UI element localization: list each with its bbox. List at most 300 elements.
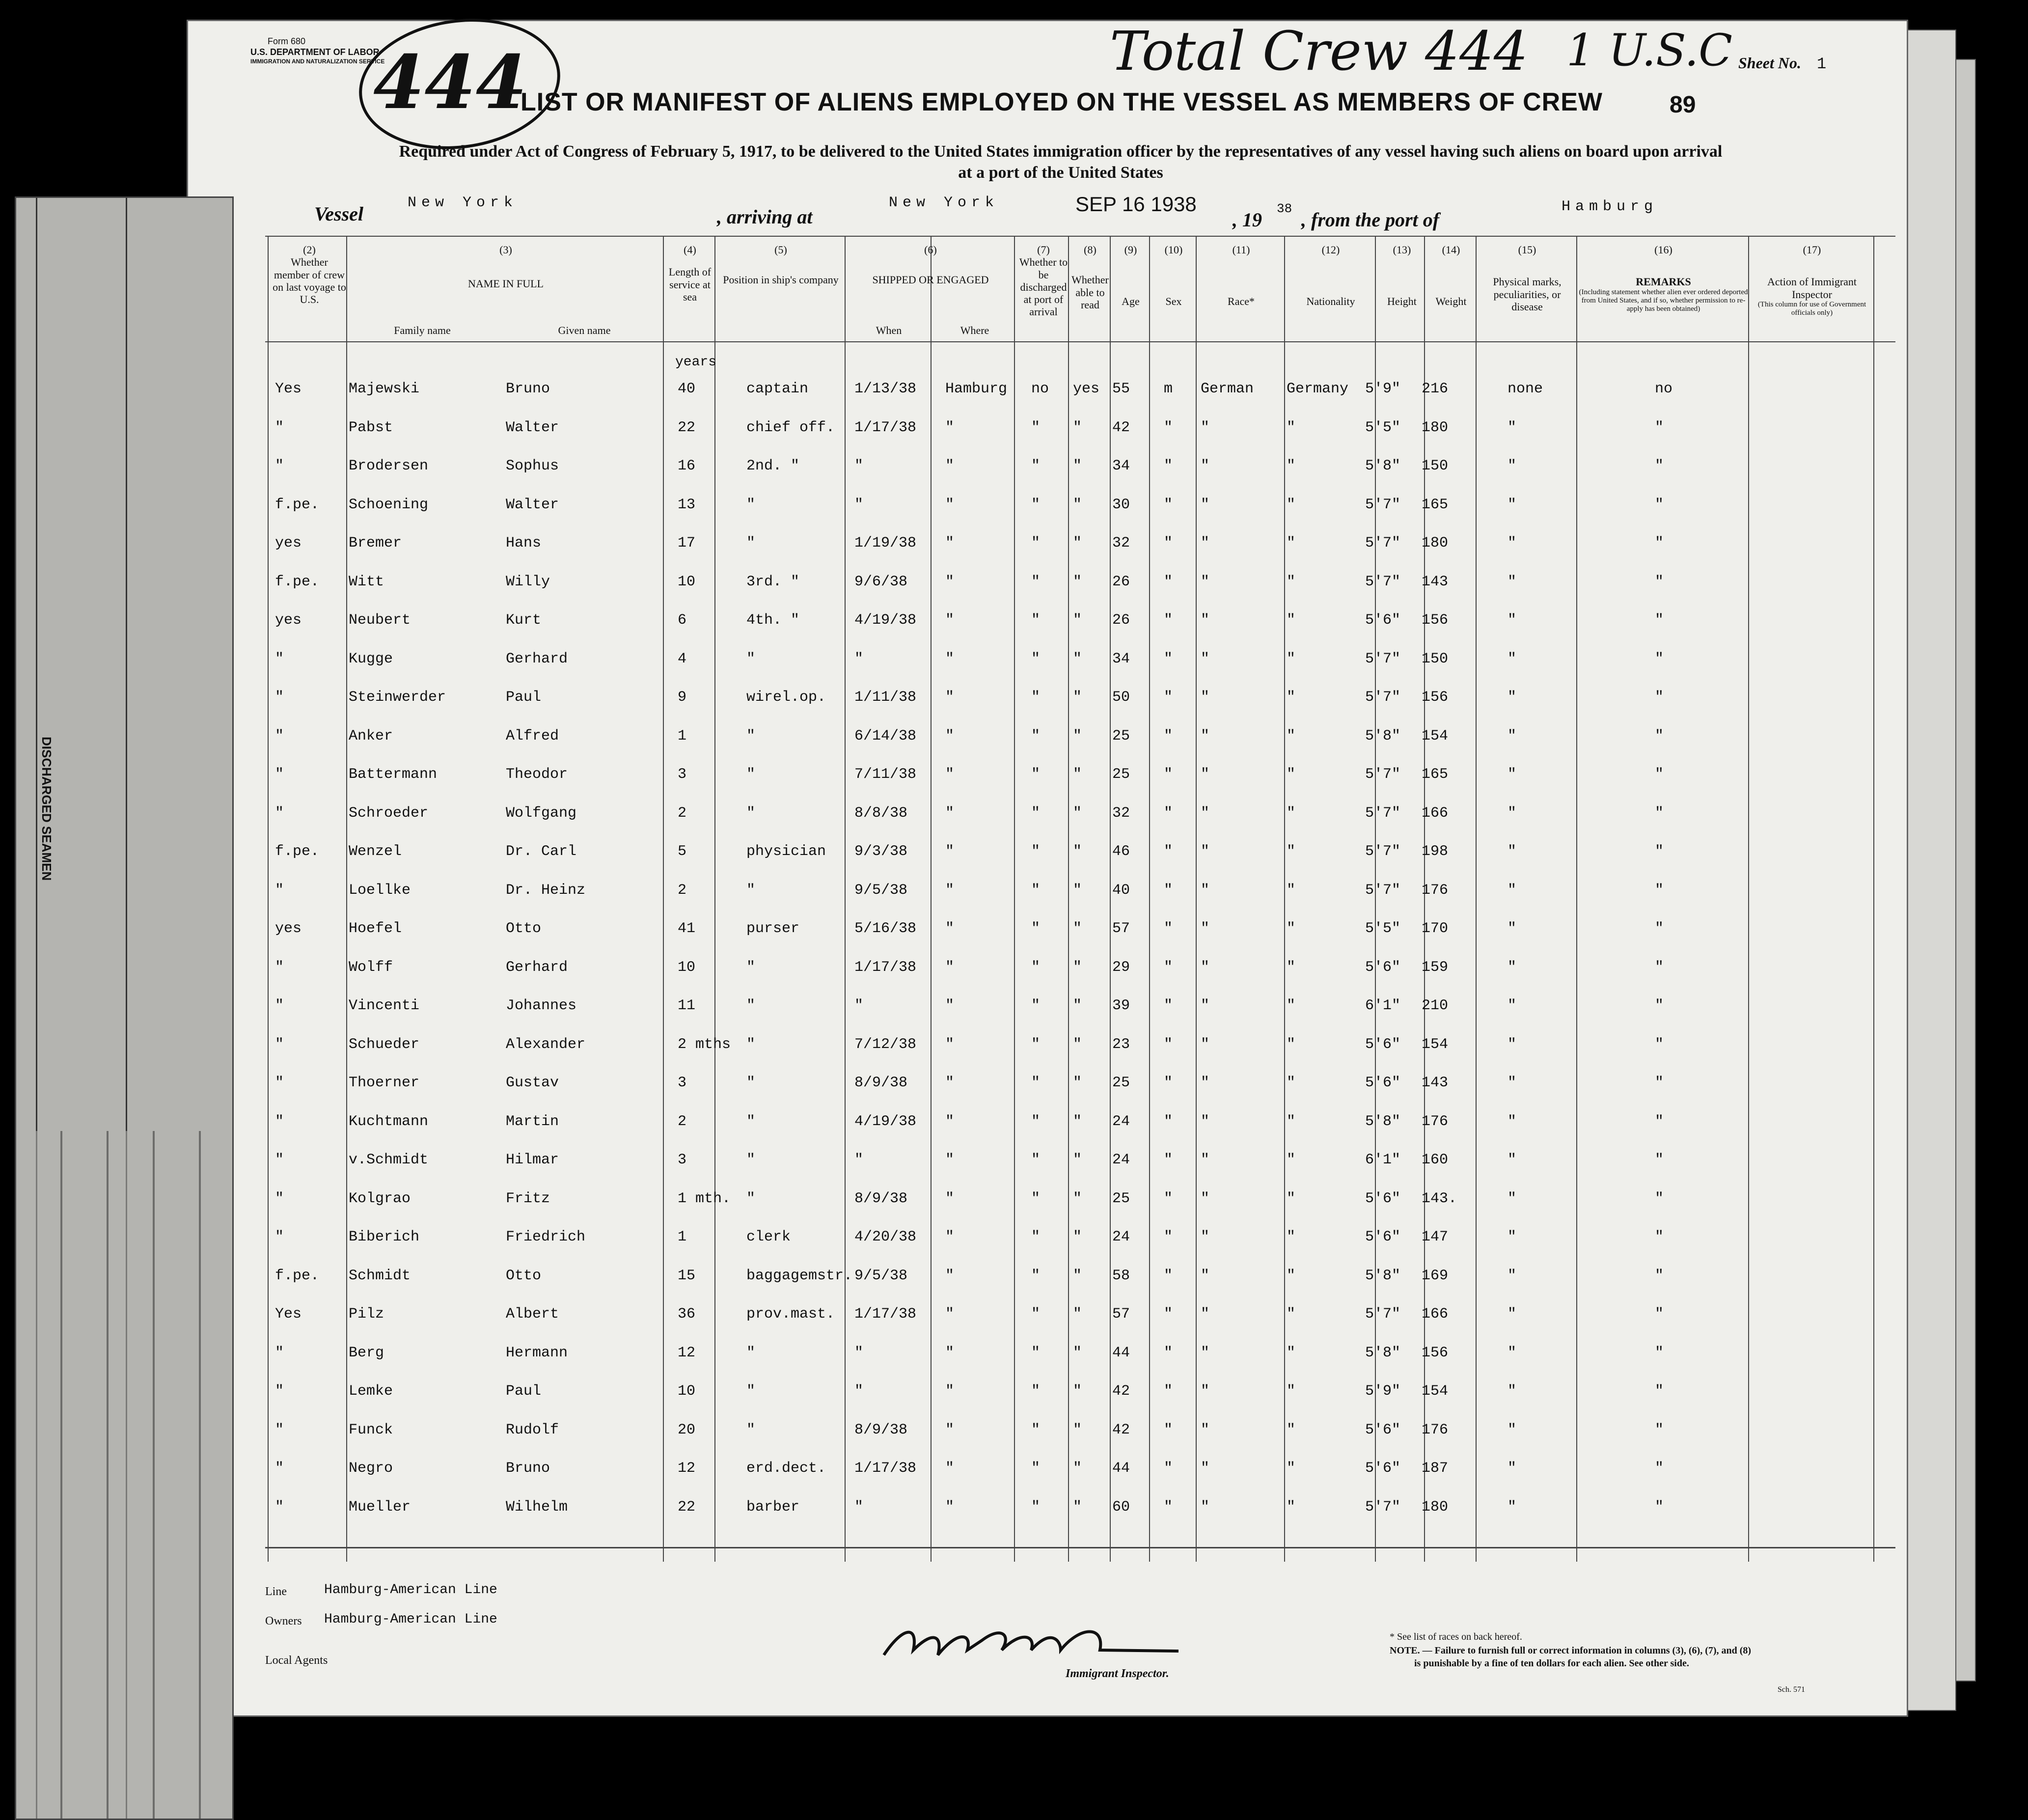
cell-shipped-when: 4/20/38 <box>854 1229 917 1245</box>
cell-shipped-where: " <box>945 727 955 745</box>
cell-given-name: Friedrich <box>506 1229 586 1245</box>
cell-given-name: Kurt <box>506 612 542 629</box>
cell-race: " <box>1201 1036 1210 1053</box>
column-rule <box>1149 236 1150 1562</box>
cell-family-name: Anker <box>349 727 393 745</box>
cell-nationality: " <box>1287 1190 1296 1207</box>
cell-position: " <box>746 1344 756 1361</box>
cell-last-voyage: " <box>275 1113 284 1130</box>
col5-header: (5) Position in ship's company <box>723 244 839 286</box>
cell-sex: " <box>1164 882 1173 899</box>
cell-nationality: " <box>1287 689 1296 706</box>
cell-remarks: " <box>1655 1190 1664 1207</box>
cell-remarks: " <box>1655 1306 1664 1323</box>
cell-position: " <box>746 882 756 899</box>
cell-remarks: " <box>1655 727 1664 745</box>
column-rule <box>1014 236 1015 1562</box>
sheet-stamp: 89 <box>1670 92 1696 118</box>
cell-position: 2nd. " <box>746 458 800 474</box>
cell-physical-marks: " <box>1507 959 1517 976</box>
cell-length-of-service: 17 <box>678 535 696 552</box>
cell-able-to-read: " <box>1073 1306 1082 1323</box>
subtitle-line2: at a port of the United States <box>958 164 1163 182</box>
cell-age: 46 <box>1112 843 1130 860</box>
column-rule <box>1748 236 1749 1562</box>
cell-height: 5'7" <box>1365 496 1401 513</box>
cell-physical-marks: " <box>1507 1113 1517 1130</box>
cell-shipped-where: " <box>945 458 955 474</box>
cell-age: 23 <box>1112 1036 1130 1053</box>
cell-position: " <box>746 1152 756 1168</box>
cell-given-name: Paul <box>506 1383 542 1400</box>
col12-header: (12) Nationality <box>1306 244 1355 308</box>
cell-remarks: " <box>1655 458 1664 474</box>
cell-last-voyage: " <box>275 804 284 822</box>
col14-header: (14) Weight <box>1435 244 1467 308</box>
cell-height: 5'8" <box>1365 1113 1401 1130</box>
cell-given-name: Rudolf <box>506 1421 559 1438</box>
cell-position: 3rd. " <box>746 573 800 590</box>
cell-length-of-service: 2 <box>678 804 687 822</box>
cell-height: 5'6" <box>1365 1036 1401 1053</box>
cell-position: " <box>746 650 756 667</box>
cell-age: 40 <box>1112 882 1130 899</box>
cell-length-of-service: 40 <box>678 381 696 397</box>
cell-discharged: " <box>1031 1498 1041 1516</box>
cell-weight: 156 <box>1422 612 1449 629</box>
cell-age: 32 <box>1112 804 1130 822</box>
cell-age: 42 <box>1112 419 1130 436</box>
col6-when-header: When <box>876 324 902 336</box>
cell-weight: 159 <box>1422 959 1449 976</box>
cell-remarks: " <box>1655 1152 1664 1168</box>
cell-remarks: " <box>1655 843 1664 860</box>
cell-height: 5'7" <box>1365 843 1401 860</box>
cell-family-name: Wolff <box>349 959 393 976</box>
cell-last-voyage: " <box>275 1421 284 1438</box>
cell-length-of-service: 3 <box>678 766 687 783</box>
cell-physical-marks: " <box>1507 766 1517 783</box>
cell-position: chief off. <box>746 419 835 436</box>
cell-given-name: Sophus <box>506 458 559 474</box>
cell-discharged: " <box>1031 1344 1041 1361</box>
cell-sex: " <box>1164 1036 1173 1053</box>
cell-length-of-service: 5 <box>678 843 687 860</box>
cell-height: 5'7" <box>1365 689 1401 706</box>
cell-age: 58 <box>1112 1267 1130 1284</box>
cell-given-name: Hermann <box>506 1344 568 1361</box>
inspector-label: Immigrant Inspector. <box>1066 1667 1169 1680</box>
cell-race: " <box>1201 920 1210 937</box>
cell-age: 39 <box>1112 997 1130 1014</box>
col16-header: (16) REMARKS (Including statement whether alien ever ordered deported from United States, and if so, whether permission to re-apply has been obtained) <box>1579 244 1748 313</box>
cell-discharged: " <box>1031 1152 1041 1168</box>
owners-value: Hamburg-American Line <box>324 1612 497 1627</box>
cell-weight: 180 <box>1422 535 1449 552</box>
cell-last-voyage: f.pe. <box>275 573 320 590</box>
cell-weight: 166 <box>1422 1306 1449 1323</box>
cell-height: 5'6" <box>1365 1229 1401 1245</box>
cell-family-name: v.Schmidt <box>349 1152 429 1168</box>
cell-height: 5'8" <box>1365 727 1401 745</box>
cell-discharged: " <box>1031 1383 1041 1400</box>
cell-discharged: " <box>1031 1460 1041 1477</box>
cell-length-of-service: 15 <box>678 1267 696 1284</box>
cell-remarks: " <box>1655 1075 1664 1091</box>
cell-last-voyage: Yes <box>275 1306 302 1323</box>
column-rule <box>268 236 269 1562</box>
cell-race: " <box>1201 1460 1210 1477</box>
cell-age: 42 <box>1112 1421 1130 1438</box>
cell-able-to-read: " <box>1073 689 1082 706</box>
cell-age: 25 <box>1112 766 1130 783</box>
col4-header: (4) Length of service at sea <box>668 244 712 303</box>
cell-shipped-when: 9/3/38 <box>854 843 908 860</box>
cell-sex: " <box>1164 650 1173 667</box>
cell-length-of-service: 10 <box>678 1383 696 1400</box>
cell-sex: " <box>1164 843 1173 860</box>
slip-rules <box>16 1131 232 1819</box>
cell-able-to-read: " <box>1073 727 1082 745</box>
cell-race: " <box>1201 1267 1210 1284</box>
column-rule <box>845 236 846 1562</box>
cell-last-voyage: " <box>275 1229 284 1245</box>
col9-header: (9) Age <box>1122 244 1140 308</box>
cell-remarks: " <box>1655 573 1664 590</box>
cell-able-to-read: " <box>1073 1229 1082 1245</box>
cell-able-to-read: " <box>1073 804 1082 822</box>
cell-able-to-read: " <box>1073 1036 1082 1053</box>
cell-discharged: " <box>1031 496 1041 513</box>
cell-sex: m <box>1164 381 1173 397</box>
cell-height: 5'7" <box>1365 573 1401 590</box>
cell-discharged: " <box>1031 766 1041 783</box>
cell-remarks: no <box>1655 381 1673 397</box>
cell-able-to-read: " <box>1073 959 1082 976</box>
cell-race: " <box>1201 1152 1210 1168</box>
cell-family-name: Biberich <box>349 1229 420 1245</box>
cell-family-name: Thoerner <box>349 1075 420 1091</box>
cell-length-of-service: 1 <box>678 727 687 745</box>
cell-height: 5'6" <box>1365 1190 1401 1207</box>
cell-weight: 216 <box>1422 381 1449 397</box>
cell-weight: 165 <box>1422 766 1449 783</box>
col11-header: (11) Race* <box>1228 244 1255 308</box>
cell-weight: 176 <box>1422 882 1449 899</box>
cell-height: 5'8" <box>1365 458 1401 474</box>
cell-nationality: " <box>1287 419 1296 436</box>
sheet-number: 1 <box>1817 55 1827 73</box>
cell-discharged: no <box>1031 381 1049 397</box>
cell-nationality: " <box>1287 882 1296 899</box>
cell-remarks: " <box>1655 959 1664 976</box>
cell-height: 5'9" <box>1365 381 1401 397</box>
cell-discharged: " <box>1031 689 1041 706</box>
cell-height: 5'6" <box>1365 612 1401 629</box>
cell-length-of-service: 10 <box>678 959 696 976</box>
cell-position: clerk <box>746 1229 791 1245</box>
header-bottom-rule <box>265 341 1895 342</box>
cell-remarks: " <box>1655 1267 1664 1284</box>
cell-weight: 143 <box>1422 1075 1449 1091</box>
cell-family-name: Battermann <box>349 766 438 783</box>
cell-sex: " <box>1164 1075 1173 1091</box>
cell-race: " <box>1201 458 1210 474</box>
cell-weight: 150 <box>1422 650 1449 667</box>
cell-able-to-read: " <box>1073 766 1082 783</box>
cell-weight: 154 <box>1422 1036 1449 1053</box>
cell-race: " <box>1201 997 1210 1014</box>
cell-height: 5'7" <box>1365 1306 1401 1323</box>
cell-physical-marks: " <box>1507 1267 1517 1284</box>
cell-age: 24 <box>1112 1229 1130 1245</box>
footer-note-line1: NOTE. — Failure to furnish full or correct information in columns (3), (6), (7), and (8) <box>1390 1645 1752 1656</box>
cell-remarks: " <box>1655 612 1664 629</box>
cell-shipped-when: " <box>854 458 864 474</box>
cell-physical-marks: " <box>1507 1460 1517 1477</box>
cell-physical-marks: " <box>1507 1498 1517 1516</box>
cell-shipped-when: 1/17/38 <box>854 1460 917 1477</box>
cell-given-name: Alfred <box>506 727 559 745</box>
race-note: * See list of races on back hereof. <box>1390 1631 1522 1642</box>
cell-shipped-when: " <box>854 1498 864 1516</box>
page-title: LIST OR MANIFEST OF ALIENS EMPLOYED ON THE VESSEL AS MEMBERS OF CREW <box>521 88 1603 116</box>
total-crew-note: Total Crew 444 <box>1110 20 1528 83</box>
cell-remarks: " <box>1655 419 1664 436</box>
cell-position: " <box>746 804 756 822</box>
cell-shipped-when: 8/9/38 <box>854 1421 908 1438</box>
cell-physical-marks: " <box>1507 419 1517 436</box>
cell-last-voyage: " <box>275 689 284 706</box>
cell-shipped-when: 1/19/38 <box>854 535 917 552</box>
cell-weight: 143. <box>1422 1190 1457 1207</box>
cell-able-to-read: " <box>1073 1075 1082 1091</box>
cell-weight: 156 <box>1422 689 1449 706</box>
cell-nationality: " <box>1287 650 1296 667</box>
cell-sex: " <box>1164 1460 1173 1477</box>
cell-position: baggagemstr. <box>746 1267 853 1284</box>
cell-able-to-read: " <box>1073 997 1082 1014</box>
column-rule <box>1196 236 1197 1562</box>
cell-last-voyage: " <box>275 882 284 899</box>
cell-family-name: Berg <box>349 1344 384 1361</box>
cell-shipped-where: " <box>945 1498 955 1516</box>
cell-length-of-service: 11 <box>678 997 696 1014</box>
cell-able-to-read: " <box>1073 843 1082 860</box>
cell-last-voyage: " <box>275 1498 284 1516</box>
usc-note: 1 U.S.C <box>1566 25 1732 76</box>
cell-shipped-where: " <box>945 419 955 436</box>
col2-header: (2) Whether member of crew on last voyage to U.S. <box>273 244 346 306</box>
cell-weight: 176 <box>1422 1421 1449 1438</box>
footer-note-line2: is punishable by a fine of ten dollars for each alien. See other side. <box>1414 1658 1689 1669</box>
cell-sex: " <box>1164 1190 1173 1207</box>
cell-shipped-when: 9/5/38 <box>854 1267 908 1284</box>
cell-able-to-read: " <box>1073 1383 1082 1400</box>
cell-shipped-when: 6/14/38 <box>854 727 917 745</box>
cell-physical-marks: " <box>1507 1306 1517 1323</box>
cell-shipped-when: 7/12/38 <box>854 1036 917 1053</box>
cell-age: 44 <box>1112 1460 1130 1477</box>
cell-height: 5'5" <box>1365 920 1401 937</box>
cell-discharged: " <box>1031 650 1041 667</box>
cell-last-voyage: f.pe. <box>275 843 320 860</box>
cell-sex: " <box>1164 804 1173 822</box>
cell-length-of-service: 3 <box>678 1075 687 1091</box>
cell-physical-marks: " <box>1507 1421 1517 1438</box>
cell-physical-marks: " <box>1507 1152 1517 1168</box>
cell-position: " <box>746 997 756 1014</box>
cell-physical-marks: " <box>1507 1344 1517 1361</box>
cell-age: 29 <box>1112 959 1130 976</box>
cell-sex: " <box>1164 959 1173 976</box>
cell-shipped-when: 1/17/38 <box>854 419 917 436</box>
cell-position: " <box>746 766 756 783</box>
cell-given-name: Otto <box>506 1267 542 1284</box>
cell-length-of-service: 1 <box>678 1229 687 1245</box>
cell-shipped-when: 1/13/38 <box>854 381 917 397</box>
cell-able-to-read: " <box>1073 1190 1082 1207</box>
cell-discharged: " <box>1031 1190 1041 1207</box>
arriving-port: New York <box>889 194 999 211</box>
cell-nationality: " <box>1287 496 1296 513</box>
cell-able-to-read: " <box>1073 496 1082 513</box>
cell-race: " <box>1201 766 1210 783</box>
cell-given-name: Albert <box>506 1306 559 1323</box>
cell-remarks: " <box>1655 1460 1664 1477</box>
cell-length-of-service: 6 <box>678 612 687 629</box>
cell-sex: " <box>1164 1267 1173 1284</box>
cell-nationality: " <box>1287 1113 1296 1130</box>
cell-height: 5'7" <box>1365 766 1401 783</box>
cell-race: " <box>1201 1383 1210 1400</box>
cell-position: " <box>746 535 756 552</box>
cell-length-of-service: 10 <box>678 573 696 590</box>
cell-nationality: " <box>1287 1344 1296 1361</box>
cell-family-name: Schueder <box>349 1036 420 1053</box>
column-rule <box>663 236 664 1562</box>
cell-nationality: " <box>1287 1306 1296 1323</box>
cell-length-of-service: 16 <box>678 458 696 474</box>
cell-given-name: Willy <box>506 573 550 590</box>
cell-able-to-read: " <box>1073 1460 1082 1477</box>
cell-discharged: " <box>1031 1421 1041 1438</box>
vessel-name: New York <box>408 194 518 211</box>
cell-shipped-where: " <box>945 1229 955 1245</box>
cell-length-of-service: 1 mth. <box>678 1190 731 1207</box>
cell-nationality: " <box>1287 1498 1296 1516</box>
cell-family-name: Majewski <box>349 381 420 397</box>
cell-shipped-where: " <box>945 1190 955 1207</box>
cell-discharged: " <box>1031 1229 1041 1245</box>
department: U.S. DEPARTMENT OF LABOR <box>250 47 380 57</box>
cell-weight: 156 <box>1422 1344 1449 1361</box>
cell-shipped-where: " <box>945 959 955 976</box>
schedule-number: Sch. 571 <box>1778 1685 1805 1694</box>
cell-age: 34 <box>1112 458 1130 474</box>
cell-nationality: " <box>1287 1267 1296 1284</box>
cell-physical-marks: " <box>1507 920 1517 937</box>
cell-family-name: Kuchtmann <box>349 1113 429 1130</box>
cell-shipped-where: " <box>945 997 955 1014</box>
cell-discharged: " <box>1031 535 1041 552</box>
table-top-rule <box>265 236 1895 237</box>
cell-last-voyage: " <box>275 1152 284 1168</box>
cell-sex: " <box>1164 727 1173 745</box>
cell-shipped-where: " <box>945 766 955 783</box>
subtitle-line1: Required under Act of Congress of February 5, 1917, to be delivered to the United States immigration officer by the representatives of any vessel having such aliens on board upon arrival <box>399 142 1723 161</box>
cell-shipped-where: " <box>945 650 955 667</box>
cell-shipped-where: " <box>945 612 955 629</box>
column-rule <box>931 236 932 1562</box>
cell-sex: " <box>1164 997 1173 1014</box>
cell-shipped-when: 8/8/38 <box>854 804 908 822</box>
cell-given-name: Dr. Carl <box>506 843 577 860</box>
cell-given-name: Johannes <box>506 997 577 1014</box>
cell-able-to-read: " <box>1073 882 1082 899</box>
cell-physical-marks: " <box>1507 882 1517 899</box>
cell-age: 26 <box>1112 573 1130 590</box>
cell-position: " <box>746 1075 756 1091</box>
cell-nationality: " <box>1287 1152 1296 1168</box>
cell-age: 44 <box>1112 1344 1130 1361</box>
cell-given-name: Theodor <box>506 766 568 783</box>
cell-family-name: Hoefel <box>349 920 402 937</box>
cell-able-to-read: " <box>1073 612 1082 629</box>
cell-discharged: " <box>1031 1036 1041 1053</box>
cell-nationality: " <box>1287 573 1296 590</box>
cell-able-to-read: " <box>1073 458 1082 474</box>
cell-last-voyage: " <box>275 1036 284 1053</box>
cell-height: 5'8" <box>1365 1267 1401 1284</box>
cell-length-of-service: 22 <box>678 1498 696 1516</box>
cell-able-to-read: " <box>1073 1421 1082 1438</box>
cell-age: 57 <box>1112 920 1130 937</box>
cell-sex: " <box>1164 920 1173 937</box>
cell-weight: 180 <box>1422 1498 1449 1516</box>
cell-physical-marks: " <box>1507 689 1517 706</box>
cell-physical-marks: " <box>1507 1190 1517 1207</box>
cell-height: 5'8" <box>1365 1344 1401 1361</box>
cell-position: erd.dect. <box>746 1460 826 1477</box>
cell-given-name: Fritz <box>506 1190 550 1207</box>
cell-height: 5'9" <box>1365 1383 1401 1400</box>
cell-weight: 170 <box>1422 920 1449 937</box>
cell-race: " <box>1201 1229 1210 1245</box>
cell-able-to-read: " <box>1073 1152 1082 1168</box>
cell-shipped-when: " <box>854 1383 864 1400</box>
cell-last-voyage: " <box>275 766 284 783</box>
slip-title: DISCHARGED SEAMEN <box>39 737 54 881</box>
cell-able-to-read: " <box>1073 419 1082 436</box>
cell-last-voyage: " <box>275 1460 284 1477</box>
cell-age: 25 <box>1112 1190 1130 1207</box>
cell-remarks: " <box>1655 1113 1664 1130</box>
cell-discharged: " <box>1031 1113 1041 1130</box>
arriving-label: , arriving at <box>717 206 813 228</box>
cell-sex: " <box>1164 419 1173 436</box>
cell-race: " <box>1201 843 1210 860</box>
cell-shipped-where: " <box>945 1383 955 1400</box>
cell-race: " <box>1201 612 1210 629</box>
cell-shipped-when: " <box>854 650 864 667</box>
cell-length-of-service: 2 <box>678 1113 687 1130</box>
cell-physical-marks: " <box>1507 843 1517 860</box>
cell-length-of-service: 13 <box>678 496 696 513</box>
cell-race: " <box>1201 689 1210 706</box>
cell-race: " <box>1201 1344 1210 1361</box>
cell-weight: 169 <box>1422 1267 1449 1284</box>
